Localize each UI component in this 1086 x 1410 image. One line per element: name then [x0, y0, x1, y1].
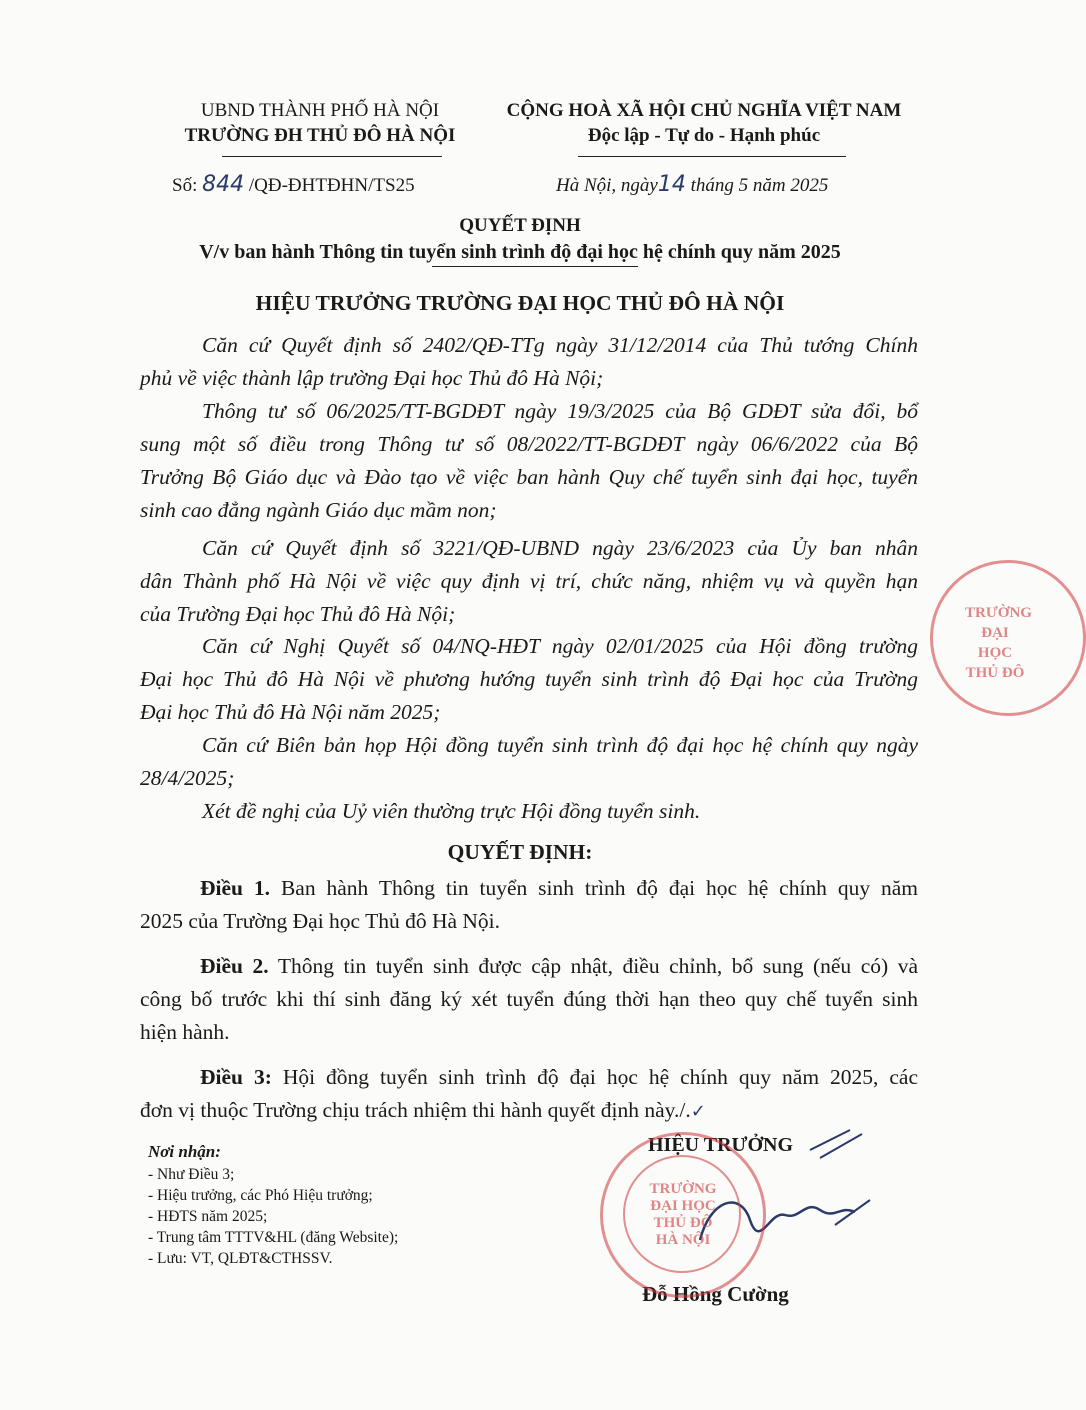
recipient-item: - HĐTS năm 2025;	[148, 1208, 268, 1225]
basis-line: Trưởng Bộ Giáo dục và Đào tạo về việc ban hành Quy chế tuyển sinh đại học, tuyển	[140, 465, 918, 489]
handwritten-mark: ✓	[690, 1101, 706, 1122]
handwritten-number: 844	[202, 172, 245, 197]
basis-line: Xét đề nghị của Uỷ viên thường trực Hội đồng tuyển sinh.	[202, 799, 701, 823]
basis-line: Căn cứ Biên bản họp Hội đồng tuyển sinh trình độ đại học hệ chính quy ngày	[202, 733, 918, 757]
basis-line: Căn cứ Quyết định số 2402/QĐ-TTg ngày 31/12/2014 của Thủ tướng Chính	[202, 333, 918, 357]
basis-line: sung một số điều trong Thông tư số 08/2022/TT-BGDĐT ngày 06/6/2022 của Bộ	[140, 432, 918, 456]
basis-line: dân Thành phố Hà Nội về việc quy định vị trí, chức năng, nhiệm vụ và quyền hạn	[140, 569, 918, 593]
org-line2: TRƯỜNG ĐH THỦ ĐÔ HÀ NỘI	[184, 125, 456, 146]
basis-line: Thông tư số 06/2025/TT-BGDĐT ngày 19/3/2025 của Bộ GDĐT sửa đổi, bổ	[202, 399, 918, 423]
nation-line2: Độc lập - Tự do - Hạnh phúc	[587, 125, 821, 146]
document-number: Số: 844 /QĐ-ĐHTĐHN/TS25	[172, 172, 415, 197]
basis-line: Căn cứ Nghị Quyết số 04/NQ-HĐT ngày 02/01/2025 của Hội đồng trường	[202, 634, 918, 658]
basis-line: sinh cao đẳng ngành Giáo dục mầm non;	[140, 498, 497, 522]
basis-line: Đại học Thủ đô Hà Nội năm 2025;	[140, 700, 441, 724]
article-label: Điều 3:	[200, 1065, 272, 1089]
basis-line: Đại học Thủ đô Hà Nội về phương hướng tuyển sinh trình độ Đại học của Trường	[140, 667, 918, 691]
article-text: đơn vị thuộc Trường chịu trách nhiệm thi hành quyết định này./.✓	[140, 1098, 706, 1122]
issuing-agency	[130, 98, 510, 148]
org-underline	[222, 156, 442, 157]
basis-line: phủ về việc thành lập trường Đại học Thủ đô Hà Nội;	[140, 366, 604, 390]
seal-text: TRƯỜNG ĐẠI HỌC THỦ ĐÔ HÀ NỘI	[649, 1181, 717, 1248]
subject-underline	[432, 266, 638, 267]
article-label: Điều 2.	[200, 954, 269, 978]
nation-line1: CỘNG HOÀ XÃ HỘI CHỦ NGHĨA VIỆT NAM	[506, 100, 902, 121]
article-text: công bố trước khi thí sinh đăng ký xét tuyển đúng thời hạn theo quy chế tuyển sinh	[140, 987, 918, 1011]
recipient-item: - Trung tâm TTTV&HL (đăng Website);	[148, 1229, 399, 1246]
document-type: QUYẾT ĐỊNH	[459, 215, 581, 236]
basis-line: của Trường Đại học Thủ đô Hà Nội;	[140, 602, 456, 626]
motto-underline	[578, 156, 846, 157]
basis-line: Căn cứ Quyết định số 3221/QĐ-UBND ngày 23/6/2023 của Ủy ban nhân	[202, 536, 918, 560]
authority-heading: HIỆU TRƯỞNG TRƯỜNG ĐẠI HỌC THỦ ĐÔ HÀ NỘI	[255, 291, 785, 315]
article-1: Điều 1. Ban hành Thông tin tuyển sinh trình độ đại học hệ chính quy năm	[200, 876, 919, 900]
decision-heading: QUYẾT ĐỊNH:	[447, 840, 593, 864]
article-text: hiện hành.	[140, 1020, 230, 1044]
recipient-item: - Hiệu trưởng, các Phó Hiệu trưởng;	[148, 1187, 373, 1204]
national-header	[488, 98, 920, 148]
article-label: Điều 1.	[200, 876, 271, 900]
recipient-item: - Như Điều 3;	[148, 1166, 235, 1183]
signer-name: Đỗ Hồng Cường	[642, 1282, 789, 1306]
article-3: Điều 3: Hội đồng tuyển sinh trình độ đại học hệ chính quy năm 2025, các	[200, 1065, 918, 1089]
signer-title: HIỆU TRƯỞNG	[648, 1134, 794, 1156]
org-line1: UBND THÀNH PHỐ HÀ NỘI	[200, 100, 440, 121]
official-seal	[600, 1132, 766, 1298]
handwritten-day: 14	[657, 172, 686, 197]
basis-line: 28/4/2025;	[140, 766, 235, 790]
article-text: 2025 của Trường Đại học Thủ đô Hà Nội.	[140, 909, 501, 933]
recipients-heading: Nơi nhận:	[148, 1142, 221, 1161]
recipient-item: - Lưu: VT, QLĐT&CTHSSV.	[148, 1250, 333, 1267]
document-date: Hà Nội, ngày14 tháng 5 năm 2025	[556, 172, 829, 197]
article-2: Điều 2. Thông tin tuyển sinh được cập nhật, điều chỉnh, bổ sung (nếu có) và	[200, 954, 919, 978]
edge-seal: TRƯỜNG ĐẠI HỌC THỦ ĐÔ	[930, 560, 1086, 716]
document-subject: V/v ban hành Thông tin tuyển sinh trình độ đại học hệ chính quy năm 2025	[199, 241, 841, 263]
